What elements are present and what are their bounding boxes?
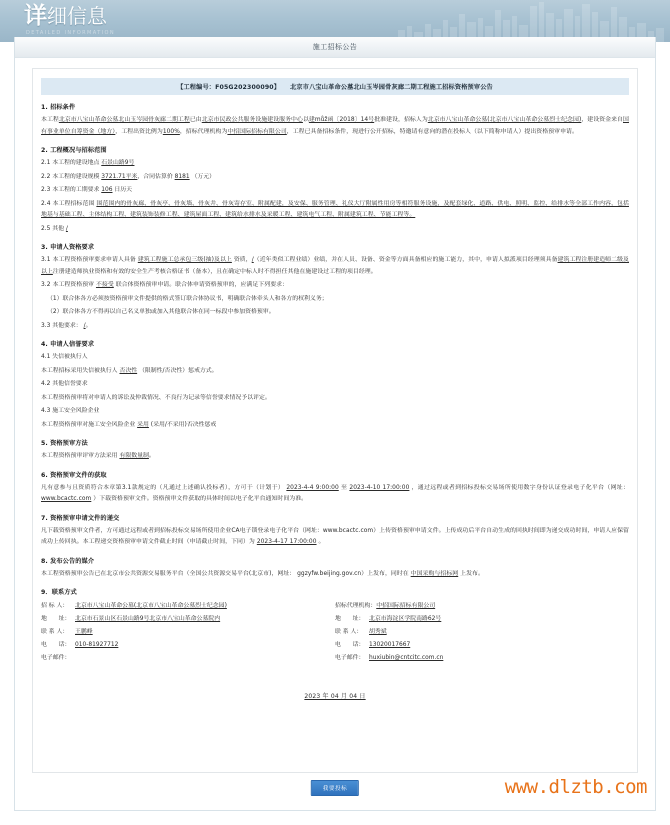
section-2-item-4	[41, 199, 629, 222]
section-3-bullet-1: （1）联合体各方必须按资格预审文件提供的格式签订联合体协议书，明确联合体牵头人和各方的权利义务；	[47, 295, 328, 302]
section-4-item-3	[41, 420, 629, 432]
section-announcement-media	[41, 556, 629, 581]
contact-row	[335, 626, 621, 639]
section-4-item-1	[41, 366, 629, 378]
s3-t7: 3.3 其他要求：	[41, 322, 82, 329]
section-3-item-1	[41, 255, 629, 278]
announcement-document	[32, 68, 638, 773]
project-code: 【工程编号：F05G202300090】	[177, 84, 281, 91]
s8-t2: ）上发布，同时在	[361, 570, 409, 577]
s4-safety-risk-penalty: 采用	[137, 421, 149, 428]
section-3-heading: 3. 申请人资格要求	[41, 244, 95, 251]
contact-column-tenderer	[41, 600, 335, 665]
section-project-overview	[41, 145, 629, 235]
contact-label: 电 话：	[41, 642, 71, 648]
s2-other: /	[65, 225, 68, 232]
tab-strip	[15, 37, 655, 58]
section-3-bullet-2: （2）联合体各方不得再以自己名义单独或加入其他联合体在同一标段中参加资格预审。	[47, 309, 275, 315]
s7-t1: 凡下载资格预审文件者，方可通过远程或者到招标投标交易场所使用企业CA电子锁登录电子化平台（网址：www.bcactc.com）上传资格预审申请文件。上传成功后平台自动生成的回执时间即为递交成功时间，申请人应保留成功上传回执。本工程递交资格预审申请文件截止时间（申请截止时间，下同）为	[41, 527, 629, 545]
s3-other-requirements: /	[83, 322, 86, 329]
document-date-text: 2023 年 04 月 04 日	[304, 693, 366, 700]
contact-row	[41, 639, 327, 652]
s2-l2-label: 2.2 本工程的建设规模	[41, 173, 100, 180]
s3-t6: 联合体资格预审申请。联合体申请资格预审的，应满足下列要求：	[115, 282, 289, 288]
s3-t2: 资质，	[233, 257, 252, 263]
section-2-item-2	[41, 172, 629, 184]
section-7-heading: 7. 资格预审申请文件的递交	[41, 514, 120, 522]
s2-construction-scale: 3721.71平米	[101, 173, 138, 180]
s1-agency[interactable]: 中招国际招标有限公司	[227, 128, 287, 135]
section-4-item-2: 本工程资格预审将对申请人的诉讼及仲裁情况、不良行为记录等信誉要求情况予以评定。	[41, 394, 271, 401]
site-watermark: www.dlztb.com	[504, 776, 647, 798]
section-2-item-3	[41, 185, 629, 197]
s8-media-link[interactable]: 中国采购与招标网	[410, 570, 459, 577]
s4-t2: （限制性/否决性）惩戒方式。	[139, 367, 218, 374]
s3-t4: 注册建造师执业资格和有效的安全生产考核合格证书（备本），且在确定中标人时不得担任其他在施建设过工程的项目经理。	[52, 268, 377, 275]
contact-row	[41, 652, 327, 665]
section-4-sub-2: 4.2 其他信誉要求	[41, 381, 88, 387]
s4-t1: 本工程招标采用失信被执行人	[41, 367, 118, 374]
s2-l2-label2: ，合同估算价	[137, 173, 173, 180]
s3-consortium-acceptance: 不接受	[95, 282, 114, 288]
site-logo-text	[24, 5, 115, 28]
contact-row	[335, 600, 621, 613]
s1-fund-ratio: 100%	[162, 128, 180, 135]
document-title: 北京市八宝山革命公墓北山玉岑园骨灰廊二期工程施工招标资格预审公告	[290, 84, 493, 91]
s7-deadline: 2023-4-17 17:00:00	[256, 539, 317, 545]
site-logo-subtitle: DETAILED INFORMATION	[26, 30, 116, 36]
section-2-item-5	[41, 224, 629, 236]
agency-email[interactable]: huxiubin@cntcitc.com.cn	[369, 655, 444, 661]
contact-row	[41, 626, 327, 639]
tenderer-address: 北京市石景山区石景山路9号北京市八宝山革命公墓院内	[75, 616, 221, 622]
section-bidding-conditions	[41, 102, 629, 138]
s1-approval-doc-no[interactable]: 建můž函〔2018〕14号	[308, 117, 375, 123]
section-document-acquisition	[41, 470, 629, 506]
section-3-item-3: 3.3 其他要求： /。	[41, 322, 92, 329]
tenderer-name: 北京市八宝山革命公墓(北京市八宝山革命公墓烈士纪念园)	[75, 603, 227, 609]
s1-t7: ，招标代理机构为	[179, 128, 228, 135]
contact-label: 招标代理机构：	[335, 603, 377, 609]
s1-t5: ，建设资金来自	[581, 117, 623, 123]
s8-t3: 上发布。	[460, 570, 484, 577]
section-1-paragraph	[41, 115, 629, 138]
page-footer	[15, 776, 655, 810]
s7-t2: 。	[318, 539, 325, 545]
s1-t1: 本工程	[41, 117, 59, 123]
bid-button[interactable]: 我要投标	[311, 780, 359, 796]
site-logo-char: 详	[24, 3, 47, 29]
section-contact-information	[41, 587, 629, 665]
s2-duration: 106	[101, 187, 113, 193]
s4-dishonest-penalty: 否决性	[119, 367, 138, 374]
section-3-item-2	[41, 280, 629, 292]
section-8-heading: 8. 发布公告的媒介	[41, 557, 95, 565]
s3-t5: 3.2 本工程资格预审	[41, 282, 95, 288]
s2-l3-label: 2.3 本工程的工期要求	[41, 187, 100, 193]
s1-t3: 以	[302, 117, 309, 123]
section-2-heading: 2. 工程概况与招标范围	[41, 147, 107, 154]
contact-row	[41, 600, 327, 613]
s4-t4: (采用/不采用)否决性惩戒	[150, 421, 217, 428]
section-4-heading: 4. 申请人信誉要求	[41, 341, 95, 348]
section-9-heading: 9．联系方式	[41, 589, 77, 596]
section-prequalification-method	[41, 438, 629, 463]
document-wrapper	[15, 58, 655, 773]
s1-t4: 批准建设，招标人为	[374, 117, 428, 123]
contact-columns	[41, 600, 629, 665]
site-logo	[24, 5, 115, 36]
section-8-paragraph	[41, 569, 629, 581]
contact-label: 招 标 人：	[41, 603, 69, 609]
s5-t1: 本工程资格预审评审方法采用	[41, 453, 118, 459]
s3-qualification: 建筑工程施工总承包三级(抽)及以上	[137, 257, 232, 263]
page-banner	[0, 0, 670, 42]
s2-bidding-scope: 围范围内的骨灰廊、骨灰亭、骨灰墙、骨灰井、骨灰寄存室、附属配建，及安保、服务管理、礼仪大厅附属性用房等相符服务设施，及配套绿化、道路、供电、照明、监控、给排水等全部工作内容，包括地基与基础工程、主体结构工程、建筑装饰装修工程、建筑屋面工程、建筑给水排水及采暖工程、建筑电气工程、附属建筑工程、节能工程等。	[41, 200, 629, 218]
tenderer-contact-person: 王鹏峰	[75, 629, 93, 635]
section-4-sub-1: 4.1 失信被执行人	[41, 354, 88, 360]
s6-t3: ，通过远程或者到招标投标交易场所使用数字身份认证登录电子化平台（网址：	[411, 484, 629, 491]
s3-t3: （近年类似工程业绩）业绩，并在人员、设备、资金等方面具备相应的施工能力，其中，申请人拟派项目经理须具备	[253, 257, 558, 263]
s1-t6: ，工程出资比例为	[115, 128, 163, 135]
agency-contact-person: 胡秀斌	[369, 629, 387, 635]
contact-row	[335, 639, 621, 652]
s2-l3-unit: 日历天	[114, 187, 133, 193]
site-logo-rest: 细信息	[47, 4, 107, 28]
contact-row	[41, 613, 327, 626]
s3-performance: /	[251, 257, 254, 263]
contact-label: 电子邮件：	[335, 655, 365, 661]
section-6-paragraph	[41, 483, 629, 506]
s8-platform-url[interactable]: ggzyfw.beijing.gov.cn	[297, 570, 362, 577]
section-2-item-1	[41, 158, 629, 170]
s2-l4-label: 2.4 本工程招标范围	[41, 200, 95, 207]
section-4-sub-3: 4.3 施工安全风险企业	[41, 408, 100, 414]
section-5-heading: 5. 资格预审方法	[41, 440, 88, 447]
contact-column-agency	[335, 600, 629, 665]
section-7-paragraph	[41, 526, 629, 549]
document-title-bar	[41, 78, 629, 95]
s6-end-time: 2023-4-10 17:00:00	[349, 484, 410, 491]
tenderer-phone: 010-81927712	[75, 642, 119, 648]
s3-t1: 3.1 本工程资格预审要求申请人具备	[41, 257, 136, 263]
section-application-submission	[41, 513, 629, 549]
s6-start-time: 2023-4-4 9:00:00	[286, 484, 339, 491]
section-applicant-qualification	[41, 242, 629, 332]
s2-l1-label: 2.1 本工程的建设地点	[41, 160, 100, 166]
s1-t2: 已由	[189, 117, 202, 123]
s2-construction-site: 石景山路9号	[101, 160, 135, 166]
s4-t3: 本工程资格预审对施工安全风险企业	[41, 421, 136, 428]
city-skyline-graphic	[390, 0, 670, 42]
s2-l2-unit: （万元）	[191, 173, 216, 180]
contact-label: 联 系 人：	[41, 629, 69, 635]
s8-t1: 本工程资格预审公告已在北京市公共资源交易服务平台（全国公共资源交易平台(北京市)，网址：	[41, 570, 296, 577]
s6-t2: 至	[340, 484, 348, 491]
s2-l5-label: 2.5 其他	[41, 225, 65, 232]
s1-fund-source: 国有事业单位自筹资金（地方）	[41, 117, 629, 135]
contact-label: 地 址：	[41, 616, 71, 622]
tab-construction-announcement[interactable]: 施工招标公告	[312, 43, 358, 51]
content-panel	[14, 37, 656, 811]
contact-label: 电 话：	[335, 642, 365, 648]
s5-t2: 。	[148, 453, 155, 459]
s1-project-name: 北京市八宝山革命公墓北山玉岑园骨灰廊二期工程	[58, 117, 190, 123]
contact-label: 地 址：	[335, 616, 365, 622]
s6-platform-url[interactable]: www.bcactc.com	[41, 496, 92, 502]
agency-address: 北京市海淀区学院南路62号	[369, 616, 442, 622]
s5-method-value: 有限数量制	[119, 453, 149, 459]
s1-t8: ，工程已具备招标条件，现进行公开招标，特邀请有意向的潜在投标人（以下简称申请人）提出资格预审申请。	[286, 128, 578, 135]
s1-tenderer: 北京市八宝山革命公墓(北京市八宝山革命公墓烈士纪念园)	[427, 117, 582, 123]
contact-row	[335, 613, 621, 626]
section-5-paragraph	[41, 451, 629, 463]
contact-label: 联 系 人：	[335, 629, 363, 635]
section-applicant-credit	[41, 339, 629, 431]
s6-t1: 凡有意参与且资质符合本章第3.1款规定的（凡通过上述确认投标者），方可于（计划于）	[41, 484, 285, 491]
agency-name: 中招国际招标有限公司	[376, 603, 436, 609]
s2-contract-estimate: 8181	[174, 173, 190, 180]
s1-approver: 北京市民政公共服务设施建设服务中心	[201, 117, 303, 123]
section-6-heading: 6. 资格预审文件的获取	[41, 471, 107, 479]
contact-row	[335, 652, 621, 665]
document-date	[41, 691, 629, 700]
section-1-heading: 1. 招标条件	[41, 104, 76, 111]
s6-t4: ）下载资格预审文件。资格预审文件获取的具体时间以电子化平台通知时间为准。	[93, 496, 308, 502]
contact-label: 电子邮件：	[41, 655, 71, 661]
s3-pm-requirement: 建筑工程注册建造师二级及以上	[41, 257, 629, 275]
agency-phone: 13020017667	[369, 642, 411, 648]
